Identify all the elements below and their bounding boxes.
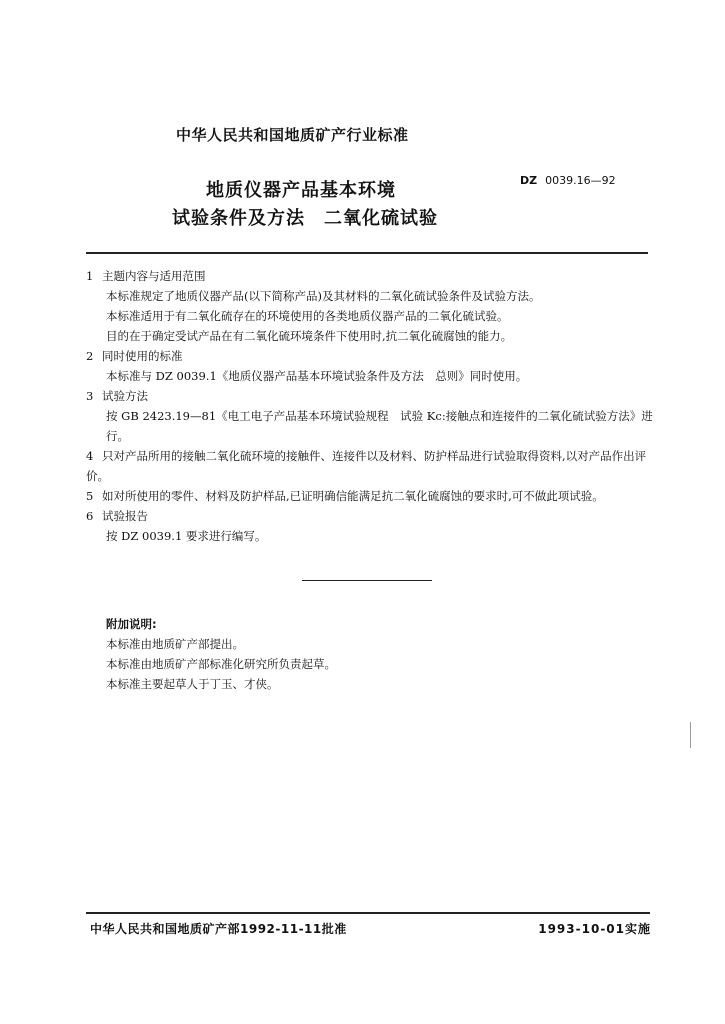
- notes-line: 本标准主要起草人于丁玉、才侠。: [106, 677, 279, 691]
- paragraph: 按 DZ 0039.1 要求进行编写。: [106, 529, 267, 543]
- numbered-paragraph: [86, 486, 658, 506]
- document-title-line-2: 试验条件及方法 二氧化硫试验: [172, 208, 438, 229]
- section-heading-text: 试验方法: [102, 389, 148, 403]
- paragraph: 按 GB 2423.19—81《电工电子产品基本环境试验规程 试验 Kc:接触点和连接件的二氧化硫试验方法》进行。: [106, 409, 653, 443]
- header-divider: [86, 252, 648, 254]
- numbered-paragraph: [86, 446, 658, 486]
- footer-divider: [86, 912, 650, 914]
- additional-notes: [106, 614, 336, 694]
- standard-code-prefix: DZ: [520, 174, 538, 187]
- section-heading: [86, 386, 658, 406]
- standard-code: [520, 174, 616, 187]
- section-heading: [86, 506, 658, 526]
- notes-line: 本标准由地质矿产部标准化研究所负责起草。: [106, 657, 336, 671]
- standard-code-number: 0039.16—92: [545, 174, 616, 187]
- approval-statement: 中华人民共和国地质矿产部1992-11-11批准: [90, 922, 347, 936]
- section-number: 1: [86, 269, 94, 283]
- section-number: 2: [86, 349, 94, 363]
- section-heading-text: 试验报告: [102, 509, 148, 523]
- paragraph: 目的在于确定受试产品在有二氧化硫环境条件下使用时,抗二氧化硫腐蚀的能力。: [106, 329, 513, 343]
- notes-line: 本标准由地质矿产部提出。: [106, 637, 244, 651]
- scan-artifact: [690, 722, 691, 748]
- section-heading-text: 同时使用的标准: [102, 349, 183, 363]
- section-heading-text: 主题内容与适用范围: [102, 269, 206, 283]
- paragraph: 本标准规定了地质仪器产品(以下简称产品)及其材料的二氧化硫试验条件及试验方法。: [106, 289, 541, 303]
- paragraph: 本标准与 DZ 0039.1《地质仪器产品基本环境试验条件及方法 总则》同时使用。: [106, 369, 528, 383]
- document-body: [86, 266, 658, 546]
- notes-heading: 附加说明:: [106, 617, 157, 631]
- paragraph-text: 只对产品所用的接触二氧化硫环境的接触件、连接件以及材料、防护样品进行试验取得资料,以对产品作出评价。: [86, 449, 647, 483]
- section-number: 6: [86, 509, 94, 523]
- paragraph: 本标准适用于有二氧化硫存在的环境使用的各类地质仪器产品的二氧化硫试验。: [106, 309, 509, 323]
- section-number: 5: [86, 489, 94, 503]
- document-title-line-1: 地质仪器产品基本环境: [206, 180, 396, 201]
- paragraph-text: 如对所使用的零件、材料及防护样品,已证明确信能满足抗二氧化硫腐蚀的要求时,可不做此项试验。: [102, 489, 604, 503]
- implementation-date: 1993-10-01实施: [538, 922, 651, 936]
- section-heading: [86, 346, 658, 366]
- section-number: 3: [86, 389, 94, 403]
- section-heading: [86, 266, 658, 286]
- section-number: 4: [86, 449, 94, 463]
- end-of-text-rule: [302, 580, 432, 581]
- issuing-authority: 中华人民共和国地质矿产行业标准: [176, 126, 409, 144]
